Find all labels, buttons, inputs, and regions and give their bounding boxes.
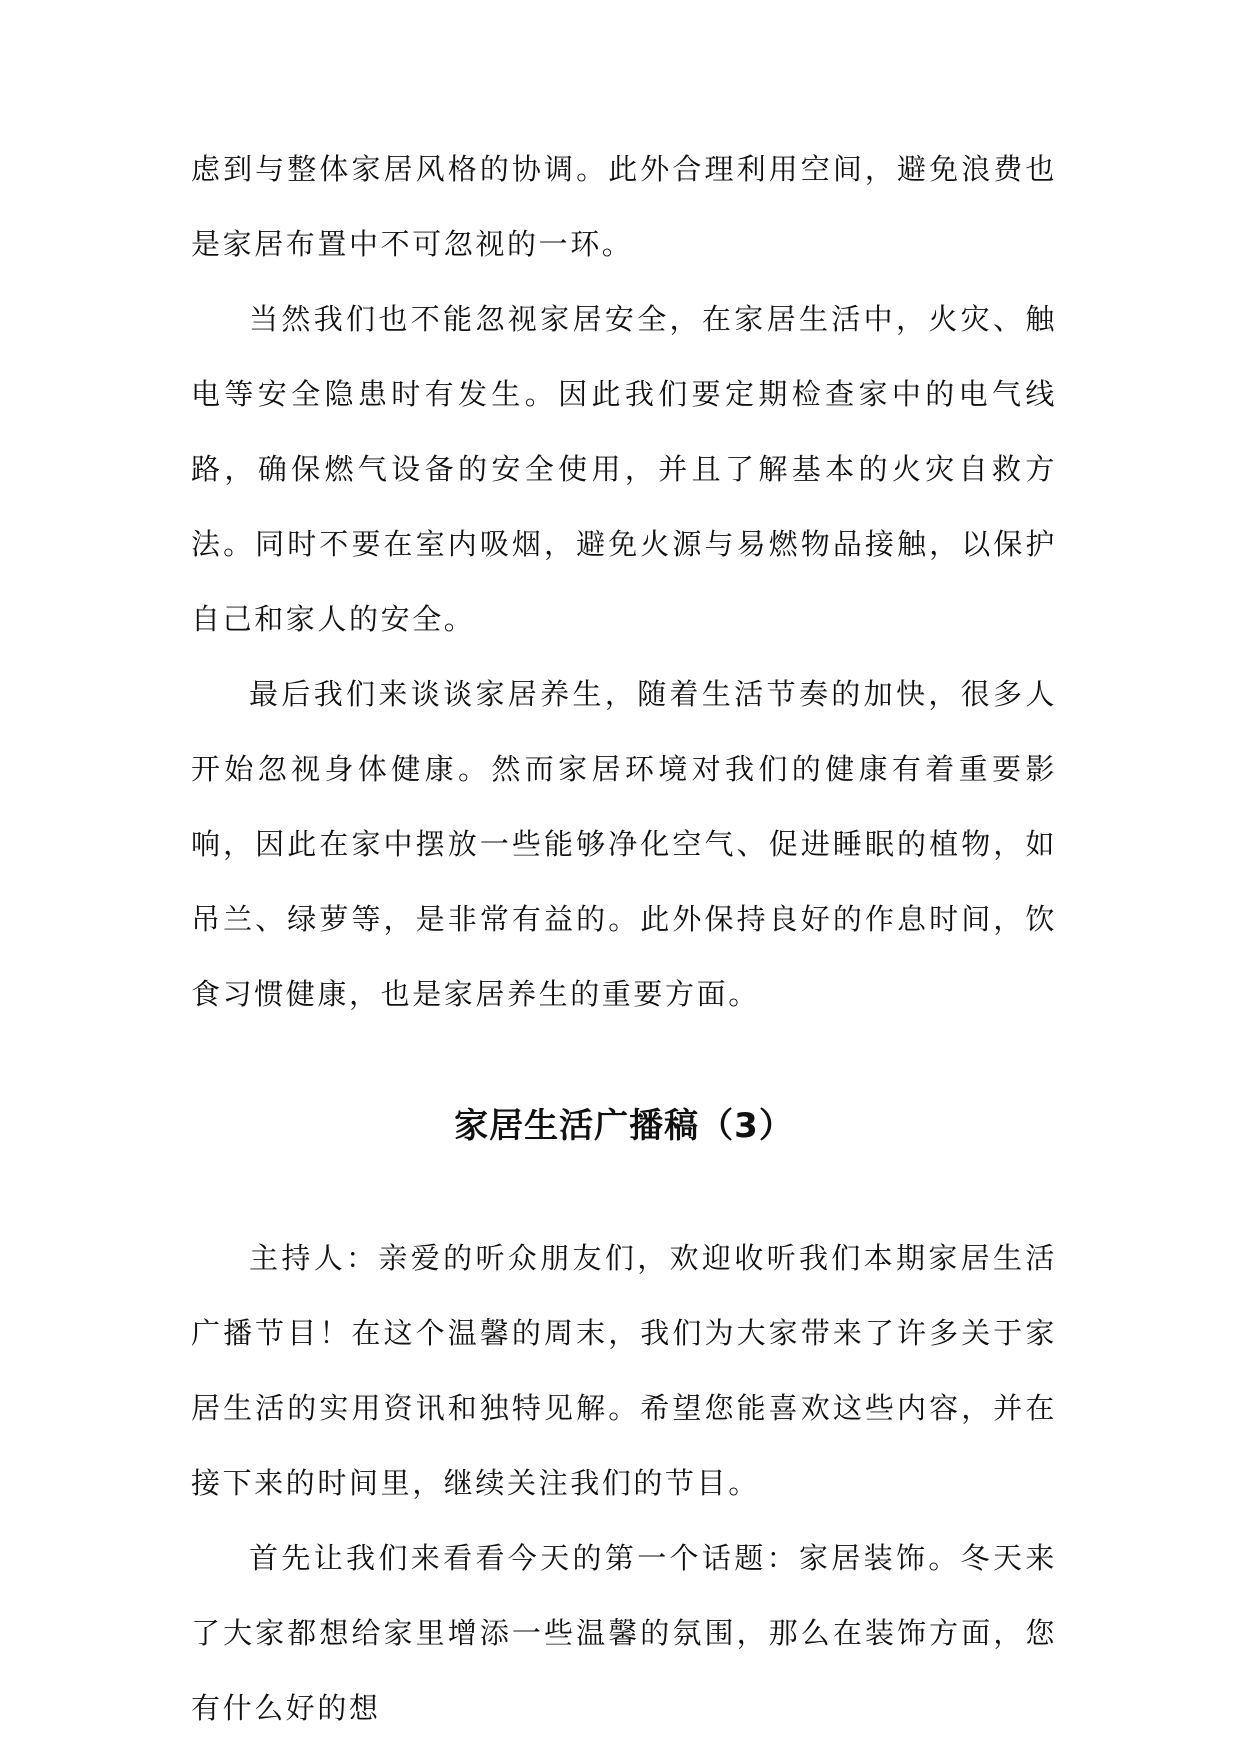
paragraph-home-safety: 当然我们也不能忽视家居安全，在家居生活中，火灾、触电等安全隐患时有发生。因此我们要定期检查家中的电气线路，确保燃气设备的安全使用，并且了解基本的火灾自救方法。同时不要在室内吸烟，避免火源与易燃物品接触，以保护自己和家人的安全。	[191, 302, 1057, 636]
paragraph-home-decoration: 首先让我们来看看今天的第一个话题：家居装饰。冬天来了大家都想给家里增添一些温馨的氛围，那么在装饰方面，您有什么好的想	[191, 1541, 1057, 1725]
section-title: 家居生活广播稿（3）	[454, 1106, 794, 1146]
paragraph-continued: 虑到与整体家居风格的协调。此外合理利用空间，避免浪费也是家居布置中不可忽视的一环。	[191, 152, 1057, 261]
document-body	[191, 132, 1057, 1746]
paragraph-home-wellness: 最后我们来谈谈家居养生，随着生活节奏的加快，很多人开始忽视身体健康。然而家居环境对我们的健康有着重要影响，因此在家中摆放一些能够净化空气、促进睡眠的植物，如吊兰、绿萝等，是非常有益的。此外保持良好的作息时间，饮食习惯健康，也是家居养生的重要方面。	[191, 677, 1057, 1011]
paragraph-host-intro: 主持人：亲爱的听众朋友们，欢迎收听我们本期家居生活广播节目！在这个温馨的周末，我们为大家带来了许多关于家居生活的实用资讯和独特见解。希望您能喜欢这些内容，并在接下来的时间里，继续关注我们的节目。	[191, 1241, 1057, 1500]
